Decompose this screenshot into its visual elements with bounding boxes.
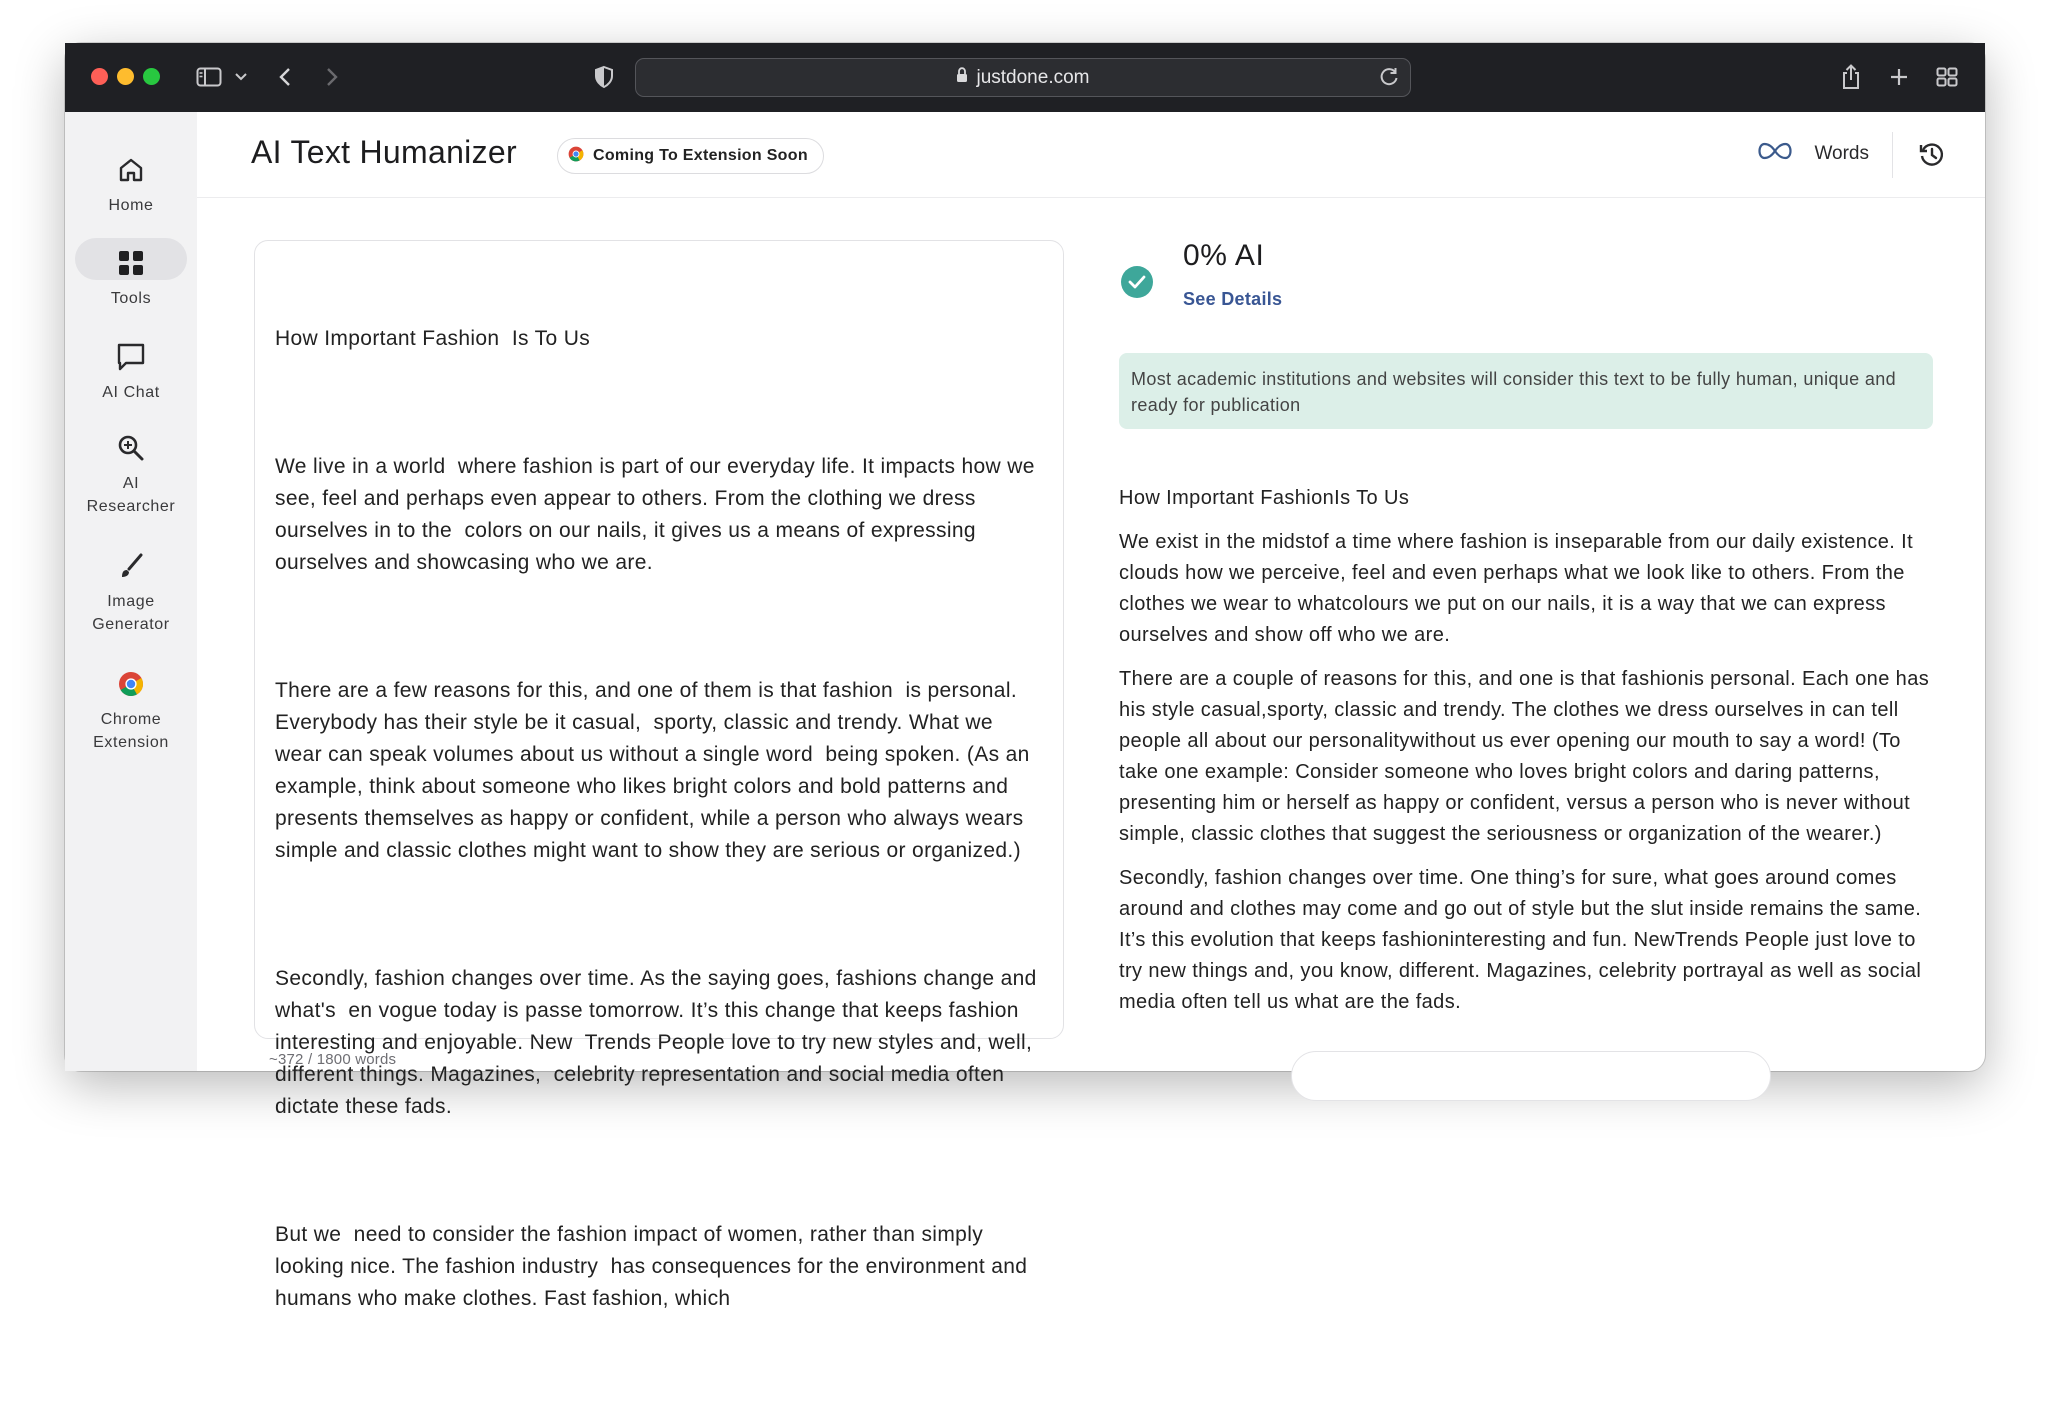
chevron-down-icon[interactable] bbox=[233, 61, 249, 93]
header-divider bbox=[1892, 132, 1893, 178]
search-icon bbox=[111, 430, 151, 466]
input-paragraph: How Important Fashion Is To Us bbox=[275, 327, 591, 350]
output-paragraph: Secondly, fashion changes over time. One thing’s for sure, what goes around comes around and clothes may come and go out of style but the slut inside remains the same. It’s this evolution that keeps fashioninteresting and fun. NewTrends People just love to try new things and, you know, different. Magazines, celebrity portrayal as well as social media often tell us what are the fads. bbox=[1119, 867, 1922, 1013]
sidebar-item-label: AI Chat bbox=[102, 384, 160, 401]
back-icon[interactable] bbox=[275, 61, 295, 93]
sidebar-item-tools[interactable] bbox=[75, 245, 187, 310]
sidebar-item-chrome-extension[interactable] bbox=[75, 666, 187, 754]
url-text: justdone.com bbox=[976, 66, 1090, 88]
history-icon bbox=[1918, 141, 1946, 174]
chrome-icon bbox=[568, 146, 584, 167]
forward-icon[interactable] bbox=[322, 61, 342, 93]
input-text bbox=[255, 241, 1063, 1411]
chat-icon bbox=[111, 339, 151, 375]
output-paragraph: We exist in the midstof a time where fashion is inseparable from our daily existence. It clouds how we perceive, feel and even perhaps what we look like to others. From the clothes we wear to whatcolours we put on our nails, it is a way that we can express ourselves and show off who we are. bbox=[1119, 531, 1914, 646]
sidebar-item-home[interactable] bbox=[75, 152, 187, 217]
brush-icon bbox=[111, 548, 151, 584]
maximize-window-button[interactable] bbox=[143, 68, 160, 85]
sidebar-item-image-generator[interactable] bbox=[75, 548, 187, 636]
sidebar-item-label: Chrome Extension bbox=[93, 711, 169, 751]
output-paragraph: There are a couple of reasons for this, and one is that fashionis personal. Each one has his style casual,sporty, classic and trendy. The clothes we dress ourselves in can tell people all about our personalitywithout us ever opening our mouth to say a word! (To take one example: Consider someone who loves bright colors and daring patterns, presenting him or herself as happy or confident, versus a person who is never without simple, classic clothes that suggest the seriousness or organization of the wearer.) bbox=[1119, 668, 1930, 845]
words-counter[interactable] bbox=[1758, 142, 1869, 166]
tab-overview-icon[interactable] bbox=[1935, 61, 1959, 93]
sidebar bbox=[65, 112, 197, 1071]
sidebar-item-label: Home bbox=[108, 197, 154, 214]
humanized-output[interactable] bbox=[1119, 483, 1945, 1071]
page-title: AI Text Humanizer bbox=[251, 134, 517, 170]
word-count: ~372 / 1800 words bbox=[269, 1051, 397, 1068]
ai-score: 0% AI bbox=[1183, 239, 1265, 272]
check-circle-icon bbox=[1121, 266, 1153, 298]
close-window-button[interactable] bbox=[91, 68, 108, 85]
infinity-icon bbox=[1758, 142, 1792, 166]
page-header bbox=[197, 112, 1985, 198]
see-details-link[interactable]: See Details bbox=[1183, 289, 1283, 309]
sidebar-item-label: Tools bbox=[110, 290, 152, 307]
reload-icon[interactable] bbox=[1378, 66, 1400, 94]
sidebar-item-label: AI Researcher bbox=[86, 475, 176, 515]
input-paragraph: There are a few reasons for this, and one of them is that fashion is personal. Everybody has their style be it casual, sporty, classic and trendy. What we wear can speak volumes about us without a single word being spoken. (As an example, think about someone who likes bright colors and bold patterns and presents themselves as happy or confident, while a person who always wears simple and classic clothes might want to show they are serious or organized.) bbox=[275, 679, 1036, 862]
sidebar-toggle-icon[interactable] bbox=[195, 61, 223, 93]
share-icon[interactable] bbox=[1840, 61, 1862, 93]
input-paragraph: Secondly, fashion changes over time. As the saying goes, fashions change and what's en vogue today is passe tomorrow. It’s this change that keeps fashion interesting and enjoyable. New Trends People love to try new styles and, well, different things. Magazines, celebrity representation and social media often dictate these fads. bbox=[275, 967, 1043, 1118]
new-tab-icon[interactable] bbox=[1888, 61, 1910, 93]
sidebar-item-ai-chat[interactable] bbox=[75, 339, 187, 404]
browser-window bbox=[65, 43, 1985, 1310]
input-paragraph: We live in a world where fashion is part of our everyday life. It impacts how we see, feel and perhaps even appear to others. From the clothing we dress ourselves in to the colors on our nails, it gives us a means of expressing ourselves and showcasing who we are. bbox=[275, 455, 1041, 574]
words-label: Words bbox=[1814, 143, 1869, 164]
verdict-banner: Most academic institutions and websites will consider this text to be fully human, unique and ready for publication bbox=[1119, 353, 1933, 429]
input-paragraph: But we need to consider the fashion impact of women, rather than simply looking nice. The fashion industry has consequences for the environment and humans who make clothes. Fast fashion, which bbox=[275, 1223, 1034, 1310]
history-button[interactable] bbox=[1917, 142, 1947, 172]
sidebar-item-label: Image Generator bbox=[92, 593, 170, 633]
sidebar-item-ai-researcher[interactable] bbox=[75, 430, 187, 518]
extension-badge[interactable] bbox=[557, 138, 824, 174]
extension-badge-label: Coming To Extension Soon bbox=[593, 147, 808, 164]
grid-icon bbox=[111, 245, 151, 281]
browser-toolbar bbox=[65, 43, 1985, 112]
output-paragraph: How Important FashionIs To Us bbox=[1119, 487, 1410, 509]
chrome-icon bbox=[111, 666, 151, 702]
lock-icon bbox=[956, 67, 968, 89]
home-icon bbox=[111, 152, 151, 188]
floating-action-bar[interactable] bbox=[1291, 1051, 1771, 1101]
address-bar[interactable] bbox=[635, 58, 1411, 97]
minimize-window-button[interactable] bbox=[117, 68, 134, 85]
privacy-shield-icon[interactable] bbox=[593, 61, 615, 93]
